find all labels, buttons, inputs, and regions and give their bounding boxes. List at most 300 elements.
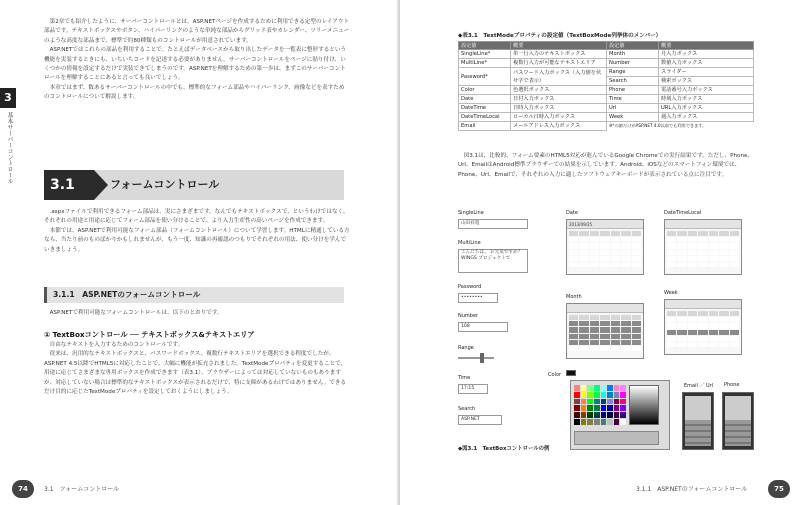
table-header-cell: 概要 bbox=[511, 42, 607, 50]
table-row bbox=[459, 95, 754, 104]
calendar-day-cell[interactable] bbox=[698, 342, 707, 347]
calendar-day-cell[interactable] bbox=[621, 243, 630, 248]
table-header-cell: 概要 bbox=[659, 42, 754, 50]
table-cell: Number bbox=[607, 59, 659, 68]
calendar-day-cell[interactable] bbox=[590, 315, 599, 320]
section-paragraph-2: 本節では、ASP.NETで利用可能なフォーム部品（フォームコントロール）について学習します。HTMLに精通している方なら、当たり前のものばかりかもしれませんが、もう一度、知識の再確認のつもりでそれぞれの用法、使い分けを学んでいきましょう。 bbox=[44, 227, 350, 253]
calendar-day-cell[interactable] bbox=[611, 243, 620, 248]
calendar-day-cell[interactable] bbox=[730, 311, 739, 316]
figure-description bbox=[458, 152, 758, 180]
calendar-day-cell[interactable] bbox=[698, 262, 707, 267]
calendar-day-cell[interactable] bbox=[579, 340, 588, 345]
calendar-day-cell[interactable] bbox=[667, 323, 676, 328]
calendar-day-cell[interactable] bbox=[621, 237, 630, 242]
calendar-day-cell[interactable] bbox=[698, 256, 707, 261]
table-cell: Date bbox=[459, 95, 511, 104]
calendar-day-cell[interactable] bbox=[600, 262, 609, 267]
calendar-day-cell[interactable] bbox=[590, 334, 599, 339]
color-swatch[interactable] bbox=[574, 392, 580, 398]
calendar-day-cell[interactable] bbox=[730, 256, 739, 261]
calendar-day-cell[interactable] bbox=[632, 243, 641, 248]
table-cell: 単一行入力のテキストボックス bbox=[511, 50, 607, 59]
calendar-day-cell[interactable] bbox=[709, 342, 718, 347]
table-cell: スライダー bbox=[659, 68, 754, 77]
calendar-day-cell[interactable] bbox=[667, 342, 676, 347]
calendar-day-cell[interactable] bbox=[688, 231, 697, 236]
calendar-day-cell[interactable] bbox=[590, 327, 599, 332]
calendar-day-cell[interactable] bbox=[730, 330, 739, 335]
intro-text bbox=[44, 18, 350, 103]
calendar-day-cell[interactable] bbox=[632, 327, 641, 332]
calendar-day-cell[interactable] bbox=[611, 250, 620, 255]
table-cell: メールアドレス入力ボックス bbox=[511, 122, 607, 131]
week-label: Week bbox=[664, 290, 678, 296]
number-input[interactable]: 108 bbox=[458, 322, 508, 332]
color-swatch[interactable] bbox=[601, 419, 607, 425]
calendar-day-cell[interactable] bbox=[621, 327, 630, 332]
calendar-day-cell[interactable] bbox=[579, 315, 588, 320]
calendar-day-cell[interactable] bbox=[579, 237, 588, 242]
calendar-day-cell[interactable] bbox=[730, 317, 739, 322]
calendar-day-cell[interactable] bbox=[590, 256, 599, 261]
table-cell: 検索ボックス bbox=[659, 77, 754, 86]
calendar-day-cell[interactable] bbox=[667, 250, 676, 255]
calendar-day-cell[interactable] bbox=[569, 346, 578, 351]
calendar-day-cell[interactable] bbox=[709, 311, 718, 316]
table-header-row bbox=[459, 42, 754, 50]
color-swatch[interactable] bbox=[594, 392, 600, 398]
calendar-day-cell[interactable] bbox=[688, 262, 697, 267]
table-row bbox=[459, 113, 754, 122]
week-calendar[interactable] bbox=[664, 299, 742, 355]
calendar-day-cell[interactable] bbox=[730, 237, 739, 242]
calendar-day-cell[interactable] bbox=[709, 330, 718, 335]
color-swatch[interactable] bbox=[614, 419, 620, 425]
calendar-day-cell[interactable] bbox=[688, 237, 697, 242]
color-swatch[interactable] bbox=[607, 392, 613, 398]
calendar-day-cell[interactable] bbox=[698, 237, 707, 242]
color-swatch[interactable] bbox=[601, 385, 607, 391]
calendar-day-cell[interactable] bbox=[730, 243, 739, 248]
table-cell: 色選択ボックス bbox=[511, 86, 607, 95]
calendar-day-cell[interactable] bbox=[719, 342, 728, 347]
section-number: 3.1 bbox=[44, 170, 94, 200]
calendar-day-cell[interactable] bbox=[730, 262, 739, 267]
calendar-day-cell[interactable] bbox=[667, 336, 676, 341]
calendar-day-cell[interactable] bbox=[709, 336, 718, 341]
calendar-day-cell[interactable] bbox=[698, 250, 707, 255]
calendar-day-cell[interactable] bbox=[709, 237, 718, 242]
table-cell: 月入力ボックス bbox=[659, 50, 754, 59]
table-row bbox=[459, 86, 754, 95]
calendar-day-cell[interactable] bbox=[688, 311, 697, 316]
calendar-day-cell[interactable] bbox=[579, 262, 588, 267]
calendar-day-cell[interactable] bbox=[709, 243, 718, 248]
password-label: Password bbox=[458, 284, 482, 290]
color-swatch[interactable] bbox=[601, 405, 607, 411]
calendar-day-cell[interactable] bbox=[698, 311, 707, 316]
calendar-day-cell[interactable] bbox=[677, 256, 686, 261]
color-swatch[interactable] bbox=[614, 385, 620, 391]
color-swatch[interactable] bbox=[594, 405, 600, 411]
datetimelocal-label: DateTimeLocal bbox=[664, 210, 702, 216]
color-picker-dialog[interactable] bbox=[570, 380, 670, 450]
calendar-day-cell[interactable] bbox=[579, 231, 588, 236]
calendar-day-cell[interactable] bbox=[667, 231, 676, 236]
password-input[interactable]: •••••••• bbox=[458, 293, 498, 303]
calendar-day-cell[interactable] bbox=[667, 237, 676, 242]
calendar-day-cell[interactable] bbox=[569, 256, 578, 261]
calendar-day-cell[interactable] bbox=[709, 256, 718, 261]
calendar-day-cell[interactable] bbox=[667, 317, 676, 322]
calendar-day-cell[interactable] bbox=[611, 237, 620, 242]
color-swatch[interactable] bbox=[574, 405, 580, 411]
table-cell: 複数行入力が可能なテキストエリア bbox=[511, 59, 607, 68]
color-swatch[interactable] bbox=[614, 399, 620, 405]
calendar-day-cell[interactable] bbox=[719, 317, 728, 322]
intro-paragraph-1: 第2章でも紹介したように、サーバーコントロールとは、ASP.NETページを作成するために利用できる定型のレイアウト部品です。テキストボックスやボタン、ハイパーリンクのような単純な部品からグリッド表やカレンダー、ツリーメニューのような高度な部品まで、標準で約80種類ものコントロールが用意されています。 bbox=[44, 19, 350, 44]
calendar-day-cell[interactable] bbox=[600, 321, 609, 326]
calendar-day-cell[interactable] bbox=[590, 346, 599, 351]
color-swatch[interactable] bbox=[587, 385, 593, 391]
calendar-day-cell[interactable] bbox=[569, 231, 578, 236]
calendar-day-cell[interactable] bbox=[611, 346, 620, 351]
calendar-day-cell[interactable] bbox=[677, 262, 686, 267]
calendar-day-cell[interactable] bbox=[621, 250, 630, 255]
calendar-day-cell[interactable] bbox=[698, 317, 707, 322]
color-swatch[interactable] bbox=[620, 405, 626, 411]
calendar-day-cell[interactable] bbox=[632, 334, 641, 339]
calendar-day-cell[interactable] bbox=[600, 256, 609, 261]
calendar-day-cell[interactable] bbox=[677, 311, 686, 316]
color-swatch[interactable] bbox=[601, 392, 607, 398]
calendar-day-cell[interactable] bbox=[590, 321, 599, 326]
running-footer-right: 3.1.1 ASP.NETのフォームコントロール bbox=[636, 486, 748, 493]
singleline-label: SingleLine bbox=[458, 210, 484, 216]
subsection-lead-text: ASP.NETで利用可能なフォームコントロールは、以下のとおりです。 bbox=[49, 310, 223, 316]
range-label: Range bbox=[458, 345, 474, 351]
calendar-day-cell[interactable] bbox=[569, 243, 578, 248]
table-header-cell: 設定値 bbox=[459, 42, 511, 50]
color-swatch[interactable] bbox=[620, 419, 626, 425]
date-calendar-header: 2013/09/25 bbox=[567, 220, 643, 229]
calendar-day-cell[interactable] bbox=[579, 250, 588, 255]
calendar-day-cell[interactable] bbox=[590, 231, 599, 236]
color-swatch[interactable] bbox=[574, 412, 580, 418]
color-swatch[interactable] bbox=[607, 405, 613, 411]
calendar-day-cell[interactable] bbox=[590, 340, 599, 345]
date-calendar[interactable] bbox=[566, 219, 644, 275]
calendar-day-cell[interactable] bbox=[632, 256, 641, 261]
singleline-input[interactable]: 山田祥寛 bbox=[458, 219, 528, 229]
calendar-day-cell[interactable] bbox=[611, 321, 620, 326]
calendar-day-cell[interactable] bbox=[579, 256, 588, 261]
calendar-day-cell[interactable] bbox=[698, 231, 707, 236]
color-swatch[interactable] bbox=[607, 419, 613, 425]
calendar-day-cell[interactable] bbox=[579, 334, 588, 339]
color-swatch[interactable] bbox=[587, 419, 593, 425]
color-swatch[interactable] bbox=[601, 399, 607, 405]
datetimelocal-calendar-header bbox=[665, 220, 741, 229]
calendar-day-cell[interactable] bbox=[688, 342, 697, 347]
color-swatch[interactable] bbox=[594, 412, 600, 418]
calendar-day-cell[interactable] bbox=[611, 315, 620, 320]
running-footer-left: 3.1 フォームコントロール bbox=[44, 486, 120, 493]
calendar-day-cell[interactable] bbox=[677, 323, 686, 328]
calendar-day-cell[interactable] bbox=[719, 311, 728, 316]
month-label: Month bbox=[566, 294, 582, 300]
calendar-day-cell[interactable] bbox=[600, 340, 609, 345]
calendar-day-cell[interactable] bbox=[719, 256, 728, 261]
month-calendar[interactable] bbox=[566, 303, 644, 359]
calendar-day-cell[interactable] bbox=[730, 342, 739, 347]
calendar-day-cell[interactable] bbox=[730, 323, 739, 328]
textbox-paragraph-1: 自由なテキストを入力するためのコントロールです。 bbox=[49, 342, 184, 348]
datetimelocal-calendar[interactable] bbox=[664, 219, 742, 275]
calendar-day-cell[interactable] bbox=[677, 342, 686, 347]
calendar-day-cell[interactable] bbox=[569, 334, 578, 339]
color-swatch[interactable] bbox=[620, 392, 626, 398]
table-cell: Email bbox=[459, 122, 511, 131]
color-swatch[interactable] bbox=[581, 392, 587, 398]
subsection-header: 3.1.1 ASP.NETのフォームコントロール bbox=[44, 287, 344, 303]
calendar-day-cell[interactable] bbox=[569, 262, 578, 267]
calendar-day-cell[interactable] bbox=[667, 243, 676, 248]
calendar-day-cell[interactable] bbox=[698, 330, 707, 335]
textmode-table bbox=[458, 41, 754, 131]
color-swatch[interactable] bbox=[581, 405, 587, 411]
range-slider-thumb[interactable] bbox=[480, 353, 484, 363]
page-number-left: 74 bbox=[12, 480, 34, 498]
calendar-day-cell[interactable] bbox=[667, 311, 676, 316]
calendar-day-cell[interactable] bbox=[677, 336, 686, 341]
figure-description-text: 図3.1は、比較的、フォーム要素のHTML5対応が進んでいるGoogle Chromeでの実行結果です。ただし、Phone、Url、EmailはAndroid標準ブラウザーでの結果を示しています。Android、iOSなどのスマートフォン環境では、Phone、Url、Emailで、それぞれの入力に適したソフトウェアキーボードが表示されている点に注目です。 bbox=[458, 153, 754, 178]
color-swatch[interactable] bbox=[607, 412, 613, 418]
color-swatch[interactable] bbox=[594, 419, 600, 425]
calendar-day-cell[interactable] bbox=[621, 334, 630, 339]
calendar-day-cell[interactable] bbox=[611, 256, 620, 261]
calendar-day-cell[interactable] bbox=[719, 336, 728, 341]
calendar-day-cell[interactable] bbox=[621, 231, 630, 236]
time-label: Time bbox=[458, 375, 471, 381]
calendar-day-cell[interactable] bbox=[677, 243, 686, 248]
calendar-day-cell[interactable] bbox=[579, 321, 588, 326]
calendar-day-cell[interactable] bbox=[590, 243, 599, 248]
calendar-day-cell[interactable] bbox=[698, 243, 707, 248]
color-swatch[interactable] bbox=[581, 419, 587, 425]
table-cell: Range bbox=[607, 68, 659, 77]
color-swatch[interactable] bbox=[581, 385, 587, 391]
calendar-day-cell[interactable] bbox=[677, 250, 686, 255]
calendar-day-cell[interactable] bbox=[590, 262, 599, 267]
calendar-day-cell[interactable] bbox=[632, 340, 641, 345]
color-swatch[interactable] bbox=[620, 385, 626, 391]
calendar-day-cell[interactable] bbox=[621, 346, 630, 351]
calendar-day-cell[interactable] bbox=[719, 250, 728, 255]
multiline-textarea[interactable]: こんにちは。 お元気ですか？ WINGS プロジェクトで bbox=[458, 249, 528, 273]
calendar-day-cell[interactable] bbox=[621, 256, 630, 261]
color-swatch[interactable] bbox=[587, 399, 593, 405]
calendar-day-cell[interactable] bbox=[611, 327, 620, 332]
color-swatch-grid[interactable] bbox=[574, 385, 626, 425]
calendar-day-cell[interactable] bbox=[569, 321, 578, 326]
calendar-day-cell[interactable] bbox=[677, 237, 686, 242]
calendar-day-cell[interactable] bbox=[600, 315, 609, 320]
number-label: Number bbox=[458, 313, 479, 319]
calendar-day-cell[interactable] bbox=[677, 330, 686, 335]
calendar-day-cell[interactable] bbox=[730, 231, 739, 236]
calendar-day-cell[interactable] bbox=[569, 327, 578, 332]
calendar-day-cell[interactable] bbox=[600, 237, 609, 242]
calendar-day-cell[interactable] bbox=[569, 315, 578, 320]
color-swatch[interactable] bbox=[594, 385, 600, 391]
calendar-day-cell[interactable] bbox=[590, 237, 599, 242]
calendar-day-cell[interactable] bbox=[632, 346, 641, 351]
color-swatch[interactable] bbox=[614, 412, 620, 418]
table-cell: MultiLine* bbox=[459, 59, 511, 68]
calendar-day-cell[interactable] bbox=[611, 262, 620, 267]
color-swatch[interactable] bbox=[574, 419, 580, 425]
color-swatch[interactable] bbox=[607, 385, 613, 391]
color-swatch[interactable] bbox=[594, 399, 600, 405]
calendar-day-cell[interactable] bbox=[667, 256, 676, 261]
calendar-day-cell[interactable] bbox=[611, 334, 620, 339]
calendar-day-cell[interactable] bbox=[600, 346, 609, 351]
calendar-day-cell[interactable] bbox=[600, 250, 609, 255]
calendar-day-cell[interactable] bbox=[688, 256, 697, 261]
color-swatch[interactable] bbox=[574, 385, 580, 391]
color-swatch[interactable] bbox=[574, 399, 580, 405]
calendar-day-cell[interactable] bbox=[709, 317, 718, 322]
calendar-day-cell[interactable] bbox=[688, 336, 697, 341]
calendar-day-cell[interactable] bbox=[688, 317, 697, 322]
table-cell: DateTimeLocal bbox=[459, 113, 511, 122]
table-cell: 週入力ボックス bbox=[659, 113, 754, 122]
table-cell: SingleLine* bbox=[459, 50, 511, 59]
week-calendar-header bbox=[665, 300, 741, 309]
color-swatch[interactable] bbox=[620, 412, 626, 418]
calendar-day-cell[interactable] bbox=[600, 243, 609, 248]
calendar-day-cell[interactable] bbox=[632, 321, 641, 326]
calendar-day-cell[interactable] bbox=[621, 262, 630, 267]
calendar-day-cell[interactable] bbox=[719, 262, 728, 267]
calendar-day-cell[interactable] bbox=[719, 237, 728, 242]
table-row bbox=[459, 68, 754, 77]
calendar-day-cell[interactable] bbox=[719, 231, 728, 236]
table-cell: ローカル日時入力ボックス bbox=[511, 113, 607, 122]
table-cell: 時刻入力ボックス bbox=[659, 95, 754, 104]
calendar-day-cell[interactable] bbox=[730, 250, 739, 255]
color-swatch[interactable] bbox=[601, 412, 607, 418]
calendar-day-cell[interactable] bbox=[667, 330, 676, 335]
time-input[interactable]: 17:15 bbox=[458, 384, 488, 394]
calendar-day-cell[interactable] bbox=[632, 231, 641, 236]
color-picker-controls[interactable] bbox=[574, 431, 659, 445]
color-label: Color bbox=[548, 372, 562, 378]
table-cell: Url bbox=[607, 104, 659, 113]
calendar-day-cell[interactable] bbox=[569, 250, 578, 255]
calendar-day-cell[interactable] bbox=[698, 323, 707, 328]
search-input[interactable]: ASP.NET bbox=[458, 415, 502, 425]
color-swatch-button[interactable] bbox=[566, 370, 576, 376]
calendar-day-cell[interactable] bbox=[719, 323, 728, 328]
calendar-day-cell[interactable] bbox=[621, 321, 630, 326]
table-cell: 日時入力ボックス bbox=[511, 104, 607, 113]
calendar-day-cell[interactable] bbox=[621, 315, 630, 320]
calendar-day-cell[interactable] bbox=[677, 317, 686, 322]
email-phone-screenshot bbox=[682, 392, 714, 450]
section-paragraph-1: .aspxファイルで利用できるフォーム部品は、実にさまざまです。なんでもテキストボックスで、というわけではなく、それぞれの用途と用途に応じてフォーム部品を使い分けることで、より入力生産性の高いページを作成できます。 bbox=[44, 209, 349, 225]
datetimelocal-calendar-grid bbox=[665, 229, 741, 269]
color-swatch[interactable] bbox=[607, 399, 613, 405]
calendar-day-cell[interactable] bbox=[611, 231, 620, 236]
calendar-day-cell[interactable] bbox=[667, 262, 676, 267]
month-calendar-header bbox=[567, 304, 643, 313]
calendar-day-cell[interactable] bbox=[611, 340, 620, 345]
calendar-day-cell[interactable] bbox=[688, 243, 697, 248]
calendar-day-cell[interactable] bbox=[569, 237, 578, 242]
range-slider-track[interactable] bbox=[458, 357, 494, 359]
chapter-tab: 3 bbox=[0, 88, 16, 108]
section-text bbox=[44, 208, 350, 255]
calendar-day-cell[interactable] bbox=[579, 243, 588, 248]
calendar-day-cell[interactable] bbox=[600, 231, 609, 236]
color-swatch[interactable] bbox=[620, 399, 626, 405]
calendar-day-cell[interactable] bbox=[719, 330, 728, 335]
calendar-day-cell[interactable] bbox=[698, 336, 707, 341]
calendar-day-cell[interactable] bbox=[569, 340, 578, 345]
calendar-day-cell[interactable] bbox=[688, 323, 697, 328]
calendar-day-cell[interactable] bbox=[709, 323, 718, 328]
color-swatch[interactable] bbox=[614, 392, 620, 398]
calendar-day-cell[interactable] bbox=[632, 315, 641, 320]
calendar-day-cell[interactable] bbox=[632, 237, 641, 242]
email-url-label: Email ／ Url bbox=[684, 383, 714, 389]
calendar-day-cell[interactable] bbox=[709, 262, 718, 267]
calendar-day-cell[interactable] bbox=[579, 346, 588, 351]
color-spectrum[interactable] bbox=[629, 385, 659, 425]
textbox-paragraph-2: 従来は、汎用的なテキストボックスと、パスワードボックス、複数行テキストエリアを選択できる程度でしたが、ASP.NET 4.5以降でHTML5に対応したことで、大幅に機能が拡充されました。TextModeプロパティを変更することで、用途に応じてさまざまな専用ボックスを作成できます（表3.1）。ブラウザーによっては対応していないものもありますが、対応していない場合は標準的なテキストボックスが表示されるだけで、特に支障があるわけではありません。できるだけ目的に応じたTextModeプロパティを設定しておくようにしましょう。 bbox=[44, 351, 347, 396]
multiline-label: MultiLine bbox=[458, 240, 481, 246]
color-swatch[interactable] bbox=[614, 405, 620, 411]
calendar-day-cell[interactable] bbox=[621, 340, 630, 345]
textbox-text bbox=[44, 341, 350, 397]
calendar-day-cell[interactable] bbox=[688, 250, 697, 255]
color-swatch[interactable] bbox=[581, 399, 587, 405]
intro-paragraph-2: ASP.NETではこれらの部品を利用することで、たとえばデータベースから取り出したデータを一覧表に整形するという機能を実装するときにも、いちいちコードを記述する必要がありません。サーバーコントロールをページに貼り付け、いくつかの情報を設定するだけで実装できてしまうのです。ASP.NETを理解するための第一歩は、まずこのサーバーコントロールを理解することにあると言っても良いでしょう。 bbox=[44, 47, 347, 82]
table-row bbox=[459, 104, 754, 113]
calendar-day-cell[interactable] bbox=[709, 250, 718, 255]
calendar-day-cell[interactable] bbox=[600, 327, 609, 332]
calendar-day-cell[interactable] bbox=[590, 250, 599, 255]
table-cell: URL入力ボックス bbox=[659, 104, 754, 113]
color-swatch[interactable] bbox=[587, 412, 593, 418]
page-number-right: 75 bbox=[768, 480, 790, 498]
calendar-day-cell[interactable] bbox=[688, 330, 697, 335]
calendar-day-cell[interactable] bbox=[730, 336, 739, 341]
calendar-day-cell[interactable] bbox=[632, 262, 641, 267]
calendar-day-cell[interactable] bbox=[600, 334, 609, 339]
calendar-day-cell[interactable] bbox=[709, 231, 718, 236]
calendar-day-cell[interactable] bbox=[677, 231, 686, 236]
calendar-day-cell[interactable] bbox=[579, 327, 588, 332]
color-swatch[interactable] bbox=[587, 392, 593, 398]
color-swatch[interactable] bbox=[581, 412, 587, 418]
calendar-day-cell[interactable] bbox=[632, 250, 641, 255]
color-swatch[interactable] bbox=[587, 405, 593, 411]
calendar-day-cell[interactable] bbox=[719, 243, 728, 248]
table-cell: 日付入力ボックス bbox=[511, 95, 607, 104]
